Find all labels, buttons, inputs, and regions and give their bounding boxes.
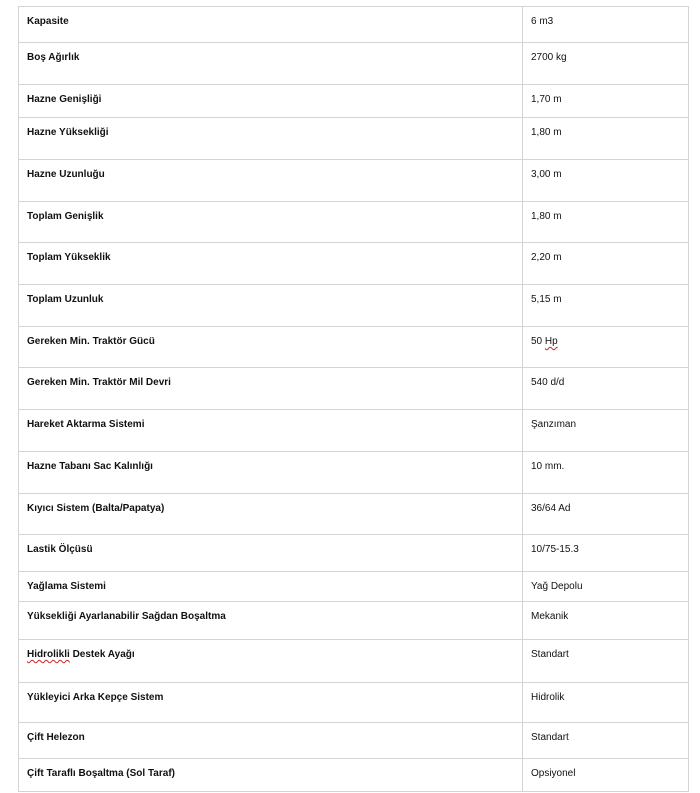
spec-value: 2700 kg bbox=[523, 43, 689, 85]
spec-label: Boş Ağırlık bbox=[19, 43, 523, 85]
table-row bbox=[19, 535, 689, 572]
spec-value: Opsiyonel bbox=[523, 759, 689, 792]
table-row bbox=[19, 602, 689, 640]
spec-value: 5,15 m bbox=[523, 285, 689, 327]
spec-label: Hazne Genişliği bbox=[19, 85, 523, 118]
spec-label: Yükleyici Arka Kepçe Sistem bbox=[19, 683, 523, 723]
spec-label: Hareket Aktarma Sistemi bbox=[19, 410, 523, 452]
table-row bbox=[19, 285, 689, 327]
table-row bbox=[19, 202, 689, 243]
table-row bbox=[19, 723, 689, 759]
table-row bbox=[19, 494, 689, 535]
spec-value: 3,00 m bbox=[523, 160, 689, 202]
table-row bbox=[19, 640, 689, 683]
table-row bbox=[19, 452, 689, 494]
spec-value: Yağ Depolu bbox=[523, 572, 689, 602]
spec-table bbox=[18, 6, 689, 792]
table-row bbox=[19, 43, 689, 85]
spec-label: Çift Helezon bbox=[19, 723, 523, 759]
spec-value: 2,20 m bbox=[523, 243, 689, 285]
spec-value: 36/64 Ad bbox=[523, 494, 689, 535]
table-row bbox=[19, 327, 689, 368]
spec-value: Standart bbox=[523, 723, 689, 759]
spec-label: Toplam Genişlik bbox=[19, 202, 523, 243]
spec-value: 10/75-15.3 bbox=[523, 535, 689, 572]
spec-value: 1,80 m bbox=[523, 118, 689, 160]
table-row bbox=[19, 243, 689, 285]
table-row bbox=[19, 683, 689, 723]
spec-label: Yağlama Sistemi bbox=[19, 572, 523, 602]
spec-value: 10 mm. bbox=[523, 452, 689, 494]
table-row bbox=[19, 410, 689, 452]
spec-label: Kapasite bbox=[19, 7, 523, 43]
spec-label: Toplam Yükseklik bbox=[19, 243, 523, 285]
spec-label bbox=[19, 640, 523, 683]
spec-label-rest: Destek Ayağı bbox=[72, 649, 135, 660]
table-row bbox=[19, 572, 689, 602]
table-row bbox=[19, 759, 689, 792]
spec-label: Gereken Min. Traktör Mil Devri bbox=[19, 368, 523, 410]
spec-label: Hazne Yüksekliği bbox=[19, 118, 523, 160]
table-row bbox=[19, 7, 689, 43]
table-row bbox=[19, 160, 689, 202]
spec-value: Mekanik bbox=[523, 602, 689, 640]
spec-value: 6 m3 bbox=[523, 7, 689, 43]
spec-label: Hazne Uzunluğu bbox=[19, 160, 523, 202]
spec-label: Toplam Uzunluk bbox=[19, 285, 523, 327]
table-row bbox=[19, 85, 689, 118]
spec-value-unit: Hp bbox=[544, 336, 558, 347]
table-row bbox=[19, 368, 689, 410]
spec-label: Gereken Min. Traktör Gücü bbox=[19, 327, 523, 368]
spec-label: Yüksekliği Ayarlanabilir Sağdan Boşaltma bbox=[19, 602, 523, 640]
spec-value-number: 50 bbox=[531, 336, 543, 347]
spec-value: Standart bbox=[523, 640, 689, 683]
spec-label-word: Hidrolikli bbox=[27, 649, 70, 660]
spec-value: Şanzıman bbox=[523, 410, 689, 452]
spec-label: Lastik Ölçüsü bbox=[19, 535, 523, 572]
spec-label: Çift Taraflı Boşaltma (Sol Taraf) bbox=[19, 759, 523, 792]
table-row bbox=[19, 118, 689, 160]
spec-label: Kıyıcı Sistem (Balta/Papatya) bbox=[19, 494, 523, 535]
spec-value: 1,70 m bbox=[523, 85, 689, 118]
spec-value: Hidrolik bbox=[523, 683, 689, 723]
spec-value: 1,80 m bbox=[523, 202, 689, 243]
spec-value bbox=[523, 327, 689, 368]
spec-label: Hazne Tabanı Sac Kalınlığı bbox=[19, 452, 523, 494]
spec-value: 540 d/d bbox=[523, 368, 689, 410]
